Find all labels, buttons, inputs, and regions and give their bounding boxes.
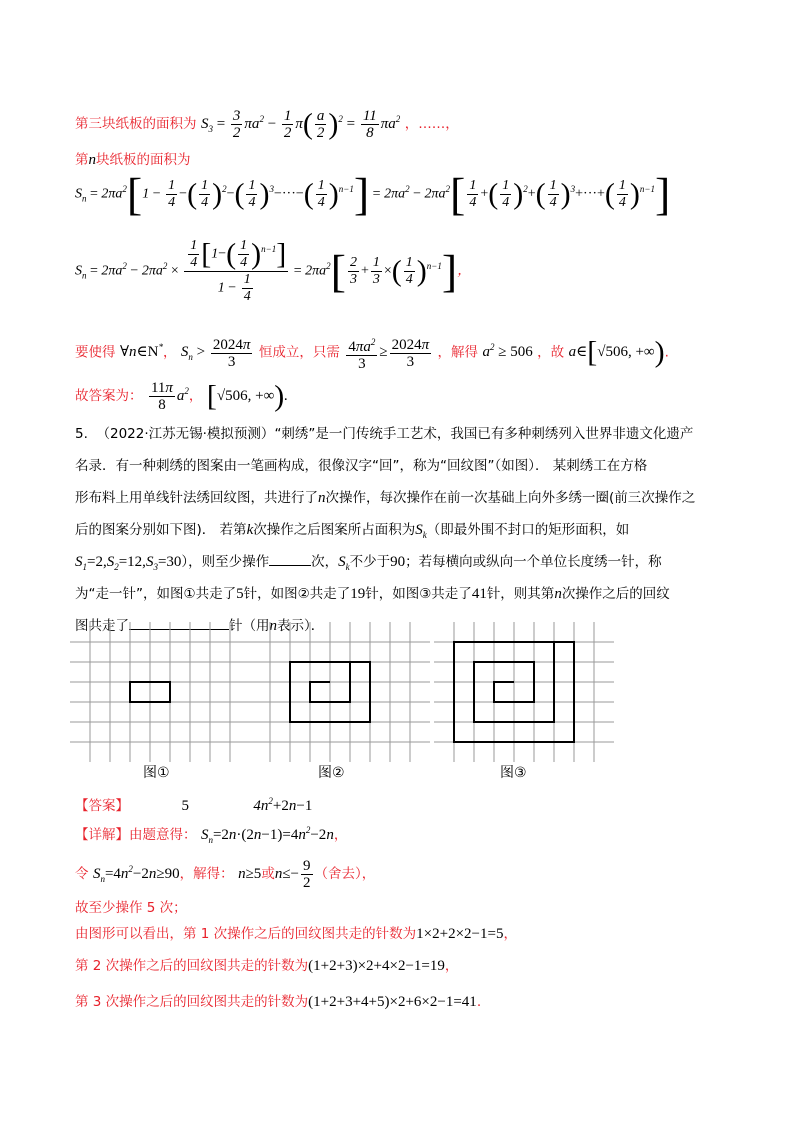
detail-line: 【详解】由题意得： $S_n=2n\cdot(2n-1)=4n^2-2n$，	[75, 825, 348, 845]
nth-title-n: n	[88, 152, 96, 168]
cond-t6: .	[664, 344, 669, 361]
answer-blank-1[interactable]	[269, 565, 311, 566]
conclusion-line: 故至少操作 5 次；	[75, 900, 187, 916]
step1-text: 由图形可以看出，第 1 次操作之后的回纹图共走的针数为	[75, 926, 417, 942]
problem-p4b: 次操作之后图案所占面积为	[253, 522, 416, 538]
prev-answer-label: 故答案为：	[75, 387, 143, 404]
problem5-line4: 后的图案分别如下图)． 若第k次操作之后图案所占面积为$S_k$（即最外围不封口的矩形面积，如	[75, 522, 630, 540]
fig2-stitches: 19	[350, 586, 366, 602]
third-board-formula: $S_3$ = $\frac{3}{2}$ $\pi a^2$ − $\frac{1}{2}$ π( $\frac{a}{2}$ )$^2$ = $\frac{11}{8}$ $\pi a^2$	[200, 107, 401, 141]
problem-p2: 名录．有一种刺绣的图案由一笔画构成，很像汉字“回”，称为“回纹图”（如图）． 某刺绣工在方格	[75, 458, 648, 474]
figure-1-grid	[70, 622, 250, 762]
problem5-line1	[75, 424, 693, 444]
step3-text: 第 3 次操作之后的回纹图共走的针数为	[75, 994, 309, 1010]
step-1-line: 由图形可以看出，第 1 次操作之后的回纹图共走的针数为1×2+2×2−1=5，	[75, 926, 517, 942]
step2-text: 第 2 次操作之后的回纹图共走的针数为	[75, 958, 309, 974]
problem5-line2	[75, 456, 647, 476]
third-board-suffix: ，……，	[404, 115, 459, 132]
caption-figure-1: 图①	[143, 765, 170, 781]
solve-t1: 令	[75, 865, 89, 882]
problem-source: （2022·江苏无锡·模拟预测）	[96, 426, 275, 442]
condition-line: 要使得 ∀n∈N*， $S_n$ > $\frac{2024\pi}{3}$ 恒成立，只需 $\frac{4\pi a^2}{3}$ ≥ $\frac{2024\pi}{3}$ ，解得 $a^2 \ge 506$ ，故 a∈[√506, +∞).	[75, 336, 669, 372]
problem-p5a: ），则至少操作	[181, 554, 270, 570]
detail-text: 由题意得：	[129, 827, 197, 843]
problem-p4a: 后的图案分别如下图)． 若第	[75, 522, 247, 538]
problem5-line5: $S_1=2,S_2=12,S_3=30$），则至少操作 次，$S_k$不少于90；若每横向或纵向一个单位长度绣一针，称	[75, 554, 662, 572]
problem-p5d: ；若每横向或纵向一个单位长度绣一针，称	[405, 554, 662, 570]
problem-p1: “刺绣”是一门传统手工艺术，我国已有多种刺绣列入世界非遗文化遗产	[274, 426, 694, 442]
nth-board-title	[75, 150, 191, 170]
cond-t3: 恒成立，只需	[258, 344, 340, 361]
cond-t1: 要使得	[75, 344, 116, 361]
caption-figure-3: 图③	[500, 765, 527, 781]
problem-p6a: 为“走一针”，如图①共走了	[75, 586, 237, 602]
problem-p3b: 次操作，每次操作在前一次基础上向外多绣一圈(前三次操作之	[325, 490, 696, 506]
sn-formula-2: $S_n = 2\pi a^2 - 2\pi a^2$ × $\frac{1}{4}$ [1−( $\frac{1}{4}$ )$^{n-1}$] 1 − $\frac{1}{4}$ = $2\pi a^2$[ $\frac{2}{3}$ + $\frac{1}{3}$ ×( $\frac{1}{4}$ )$^{n-1}$]，	[75, 237, 471, 304]
solve-t4: （舍去），	[314, 865, 376, 882]
cond-t4: ，解得	[437, 344, 479, 361]
problem-p5c: 不少于	[349, 554, 391, 570]
step-2-line: 第 2 次操作之后的回纹图共走的针数为(1+2+3)×2+4×2−1=19，	[75, 958, 459, 974]
fig1-stitches: 5	[236, 586, 244, 602]
area-condition-value: 90	[390, 554, 406, 570]
nth-title-b: 块纸板的面积为	[96, 152, 191, 168]
problem-p6e: 次操作之后的回纹	[561, 586, 670, 602]
nth-title-a: 第	[75, 152, 89, 168]
step-3-line: 第 3 次操作之后的回纹图共走的针数为(1+2+3+4+5)×2+6×2−1=41.	[75, 994, 482, 1010]
problem5-line3: 形布料上用单线针法绣回纹图，共进行了n次操作，每次操作在前一次基础上向外多绣一圈(前三次操作之	[75, 490, 696, 506]
problem-p7b: 针（用	[229, 618, 270, 634]
problem-p6d: 针，则其第	[486, 586, 555, 602]
answer-value-1: 5	[181, 798, 189, 814]
caption-figure-2: 图②	[318, 765, 345, 781]
cond-t2: ，	[162, 344, 177, 361]
problem-p4c: （即最外围不封口的矩形面积，如	[426, 522, 630, 538]
problem-p3a: 形布料上用单线针法绣回纹图，共进行了	[75, 490, 318, 506]
problem-p7a: 图共走了	[75, 618, 129, 634]
figure-2-grid	[250, 622, 430, 762]
solve-t2: ，解得：	[179, 865, 234, 882]
problem-p7c: 表示）．	[277, 618, 325, 634]
problem5-line6: 为“走一针”，如图①共走了5针，如图②共走了19针，如图③共走了41针，则其第n次操作之后的回纹	[75, 586, 670, 602]
answer-line: 【答案】 5 $4n^2+2n-1$	[75, 796, 313, 814]
solve-t3: 或	[261, 865, 275, 882]
third-board-prefix: 第三块纸板的面积为	[75, 115, 197, 132]
detail-label: 【详解】	[75, 827, 129, 843]
problem-p6b: 针，如图②共走了	[243, 586, 351, 602]
problem-p5b: 次，	[311, 554, 339, 570]
previous-answer-line: 故答案为： $\frac{11\pi}{8}$ $a^2$， [√506, +∞).	[75, 379, 289, 413]
third-board-area-line	[75, 108, 459, 141]
sn-formula-1: $S_n = 2\pi a^2[1$ − $\frac{1}{4}$ −( $\frac{1}{4}$ )$^2$−( $\frac{1}{4}$ )$^3$−···−( $\frac{1}{4}$ )$^{n-1}] = 2\pi a^2 - 2\pi a^2$[ $\frac{1}{4}$ +( $\frac{1}{4}$ )$^2$+( $\frac{1}{4}$ )$^3$+···+( $\frac{1}{4}$ )$^{n-1}$]	[75, 168, 671, 220]
problem5-line7: 图共走了 针（用n表示）．	[75, 618, 325, 634]
prev-answer-sep: ，	[188, 387, 203, 404]
solve-line: 令 $S_n=4n^2-2n\ge 90$，解得： n≥5或n≤− $\frac{9}{2}$ （舍去），	[75, 858, 376, 891]
fig3-stitches: 41	[471, 586, 487, 602]
problem-number: 5.	[75, 426, 88, 442]
cond-t5: ，故	[537, 344, 565, 361]
answer-label: 【答案】	[75, 798, 129, 814]
problem-p6c: 针，如图③共走了	[365, 586, 472, 602]
detail-tail: ，	[333, 827, 348, 843]
figure-3-grid	[434, 622, 614, 762]
